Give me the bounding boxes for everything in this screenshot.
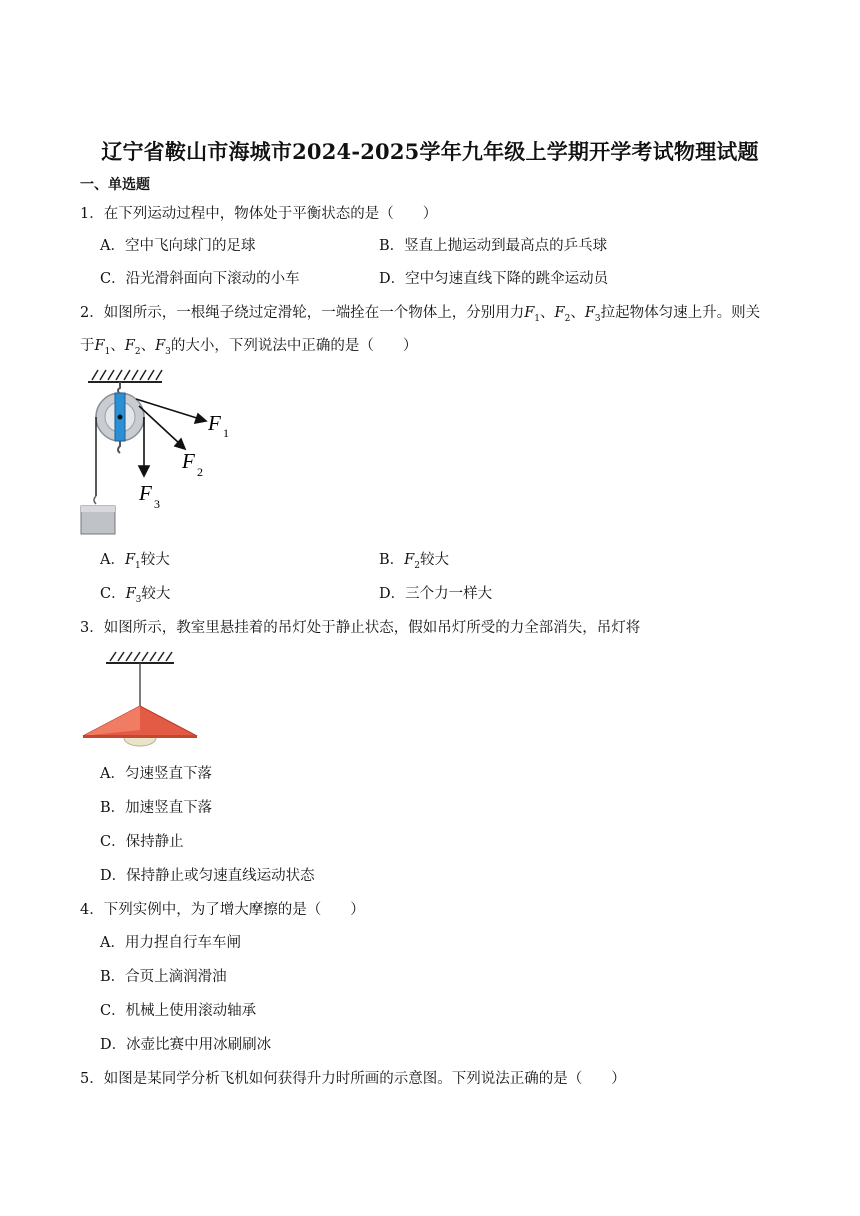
question-4-option-a: A．用力捏自行车车闸 — [100, 935, 241, 951]
question-2-stem-line-1: 2．如图所示，一根绳子绕过定滑轮，一端拴在一个物体上，分别用力$F_1$、$F_2$、$F_3$拉起物体匀速上升。则关 — [80, 305, 761, 324]
question-1-option-a: A．空中飞向球门的足球 — [100, 238, 256, 254]
question-3-option-b: B．加速竖直下落 — [100, 800, 213, 816]
force-f1-arrow — [136, 399, 200, 419]
bottom-hook — [118, 441, 120, 453]
question-1-stem: 1．在下列运动过程中，物体处于平衡状态的是（ ） — [80, 206, 438, 222]
question-2-option-b: B．$F_2$较大 — [379, 552, 449, 571]
question-1-option-c: C．沿光滑斜面向下滚动的小车 — [100, 271, 300, 287]
label-f3-sub: 3 — [154, 497, 160, 511]
ceiling-lamp-figure — [80, 650, 200, 748]
label-f3: F — [139, 481, 152, 505]
question-4-stem: 4．下列实例中，为了增大摩擦的是（ ） — [80, 902, 365, 918]
question-4-option-c: C．机械上使用滚动轴承 — [100, 1003, 257, 1019]
question-3-stem: 3．如图所示，教室里悬挂着的吊灯处于静止状态，假如吊灯所受的力全部消失，吊灯将 — [80, 620, 641, 636]
ceiling-hatch — [110, 652, 172, 661]
label-f2: F — [182, 449, 195, 473]
question-1-option-d: D．空中匀速直线下降的跳伞运动员 — [379, 271, 609, 287]
force-f3-head — [139, 466, 149, 476]
question-3-option-c: C．保持静止 — [100, 834, 184, 850]
block-hook — [94, 496, 96, 504]
weight-block-top — [81, 506, 115, 512]
question-2-option-a: A．$F_1$较大 — [100, 552, 170, 571]
label-f2-sub: 2 — [197, 465, 203, 479]
page-title: 辽宁省鞍山市海城市2024-2025学年九年级上学期开学考试物理试题 — [101, 139, 759, 164]
force-f2-arrow — [139, 406, 180, 444]
question-2-option-d: D．三个力一样大 — [379, 586, 493, 602]
top-hook — [118, 382, 120, 394]
label-f1-sub: 1 — [223, 426, 229, 440]
force-f1-head — [195, 414, 206, 423]
label-f1: F — [208, 411, 221, 435]
pulley-figure — [78, 366, 248, 538]
question-2-stem-line-2: 于$F_1$、$F_2$、$F_3$的大小，下列说法中正确的是（ ） — [80, 338, 418, 357]
question-1-option-b: B．竖直上抛运动到最高点的乒乓球 — [379, 238, 608, 254]
lamp-shade-rim — [83, 735, 197, 738]
ceiling-hatch — [92, 370, 162, 380]
section-heading: 一、单选题 — [80, 177, 150, 193]
question-2-option-c: C．$F_3$较大 — [100, 586, 171, 605]
question-5-stem: 5．如图是某同学分析飞机如何获得升力时所画的示意图。下列说法正确的是（ ） — [80, 1071, 626, 1087]
question-3-option-d: D．保持静止或匀速直线运动状态 — [100, 868, 315, 884]
question-4-option-b: B．合页上滴润滑油 — [100, 969, 227, 985]
question-3-option-a: A．匀速竖直下落 — [100, 766, 212, 782]
pulley-axle — [118, 415, 123, 420]
question-4-option-d: D．冰壶比赛中用冰刷刷冰 — [100, 1037, 272, 1053]
